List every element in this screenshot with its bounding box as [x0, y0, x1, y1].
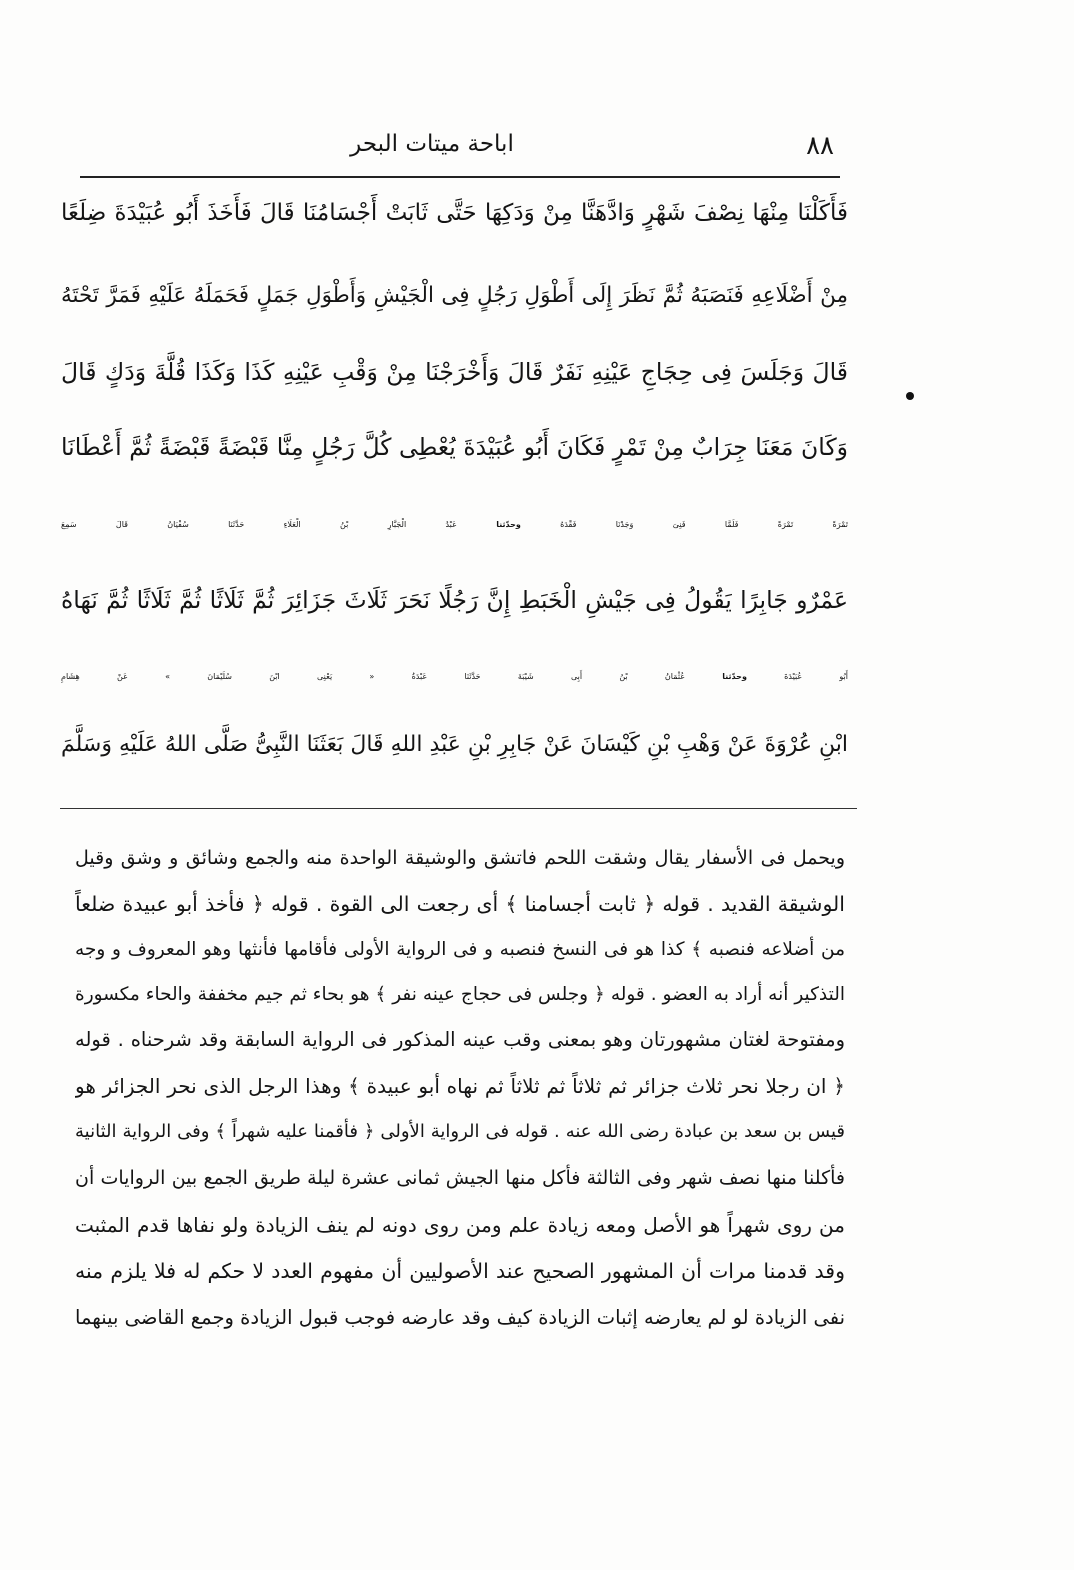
- main-text-line: [61, 337, 848, 407]
- main-text-segment: تَمْرَةً تَمْرَةً فَلَمَّا فَنِىَ وَجَدْنَا فَقْدَهُ: [520, 520, 848, 529]
- footnote-separator: [60, 808, 857, 809]
- main-text-line-content: [61, 200, 848, 226]
- commentary-line: [75, 1249, 845, 1293]
- main-text-segment: عَمْرٌو جَابِرًا يَقُولُ فِى جَيْشِ الْخَبَطِ إِنَّ رَجُلًا نَحَرَ ثَلَاثَ جَزَائِرَ ثُمَّ ثَلَاثًا ثُمَّ ثَلَاثًا ثُمَّ نَهَاهُ: [61, 586, 848, 614]
- main-text-segment: عَبْدُ الْجَبَّارِ بْنُ الْعَلَاءِ حَدَّثَنَا سُفْيَانُ قَالَ سَمِعَ: [61, 520, 497, 529]
- main-text-line-content: [61, 433, 848, 461]
- commentary-line: [75, 882, 845, 926]
- commentary-line: [75, 836, 845, 880]
- commentary-line: [75, 928, 845, 972]
- commentary-line: [75, 973, 845, 1017]
- main-text-line: [61, 565, 848, 635]
- running-title: اباحة ميتات البحر: [350, 131, 514, 157]
- main-text-line: [61, 178, 848, 248]
- main-text-line-content: [61, 358, 848, 386]
- commentary-line: [75, 1110, 845, 1154]
- main-text-segment: ابْنِ عُرْوَةَ عَنْ وَهْبِ بْنِ كَيْسَانَ عَنْ جَابِرِ بْنِ عَبْدِ اللهِ قَالَ بَعَثَنَا النَّبِىُّ صَلَّى اللهُ عَلَيْهِ وَسَلَّمَ: [61, 732, 848, 757]
- main-text-line: [61, 490, 848, 560]
- commentary-line: [75, 1296, 845, 1340]
- commentary-line-text: ومفتوحة لغتان مشهورتان وهو بمعنى وقب عينه المذكور فى الرواية السابقة وقد شرحناه . قوله: [75, 1028, 845, 1051]
- commentary-line-text: فأكلنا منها نصف شهر وفى الثالثة فأكل منها الجيش ثمانى عشرة ليلة طريق الجمع بين الروايات أن: [75, 1167, 845, 1189]
- main-text-line-content: [61, 520, 848, 529]
- isnad-marker: وحدّثنا: [722, 672, 747, 681]
- commentary-line-text: نفى الزيادة لو لم يعارضه إثبات الزيادة كيف وقد عارضه فوجب قبول الزيادة وجمع القاضى بينهما: [75, 1306, 845, 1329]
- main-text-line: [61, 412, 848, 482]
- main-text-segment: عُثْمَانُ بْنُ أَبِى شَيْبَةَ حَدَّثَنَا عَبْدَةُ « يَعْنِى ابْنَ سُلَيْمَانَ » عَنْ هِشَامِ: [61, 672, 723, 681]
- isnad-marker: وحدّثنا: [496, 520, 521, 529]
- commentary-line: [75, 1203, 845, 1247]
- commentary-line-text: وقد قدمنا مرات أن المشهور الصحيح عند الأصوليين أن مفهوم العدد لا حكم له فلا يلزم منه: [75, 1259, 845, 1283]
- main-text-segment: فَأَكَلْنَا مِنْهَا نِصْفَ شَهْرٍ وَادَّهَنَّا مِنْ وَدَكِهَا حَتَّى ثَابَتْ أَجْسَامُنَا قَالَ فَأَخَذَ أَبُو عُبَيْدَةَ ضِلَعًا: [61, 200, 848, 226]
- main-text-line: [61, 710, 848, 780]
- main-text-line-content: [61, 732, 848, 757]
- main-text-line-content: [61, 586, 848, 614]
- commentary-line: [75, 1018, 845, 1062]
- commentary-line-text: ﴿ ان رجلا نحر ثلاث جزائر ثم ثلاثاً ثم ثلاثاً ثم نهاه أبو عبيدة ﴾ وهذا الرجل الذى نحر الجزائر هو: [75, 1074, 845, 1098]
- main-text-line-content: [61, 283, 848, 308]
- page-number: ٨٨: [806, 131, 834, 161]
- main-text-line: [61, 261, 848, 331]
- commentary-line: [75, 1156, 845, 1200]
- main-text-segment: وَكَانَ مَعَنَا جِرَابٌ مِنْ تَمْرٍ فَكَانَ أَبُو عُبَيْدَةَ يُعْطِى كُلَّ رَجُلٍ مِنَّا قَبْضَةً قَبْضَةً ثُمَّ أَعْطَانَا: [61, 433, 848, 461]
- scan-mark: [906, 392, 914, 400]
- commentary-line-text: التذكير أنه أراد به العضو . قوله ﴿ وجلس فى حجاج عينه نفر ﴾ هو بحاء ثم جيم مخففة والحاء مكسورة: [75, 984, 845, 1005]
- commentary-line-text: ويحمل فى الأسفار يقال وشقت اللحم فاتشق والوشيقة الواحدة منه والجمع وشائق و وشق وقيل: [75, 847, 845, 869]
- commentary-line-text: من روى شهراً هو الأصل ومعه زيادة علم ومن روى دونه لم ينف الزيادة ولو نفاها قدم المثبت: [75, 1213, 845, 1237]
- commentary-line-text: من أضلاعه فنصبه ﴾ كذا هو فى النسخ فنصبه و فى الرواية الأولى فأقامها فأنثها وهو المعروف و وجه: [75, 939, 845, 960]
- main-text-segment: قَالَ وَجَلَسَ فِى حِجَاجِ عَيْنِهِ نَفَرٌ قَالَ وَأَخْرَجْنَا مِنْ وَقْبِ عَيْنِهِ كَذَا وَكَذَا قُلَّةَ وَدَكٍ قَالَ: [61, 358, 848, 386]
- main-text-line-content: [61, 672, 848, 681]
- commentary-line-text: الوشيقة القديد . قوله ﴿ ثابت أجسامنا ﴾ أى رجعت الى القوة . قوله ﴿ فأخذ أبو عبيدة ضلعاً: [75, 892, 845, 916]
- main-text-segment: مِنْ أَضْلَاعِهِ فَنَصَبَهُ ثُمَّ نَظَرَ إِلَى أَطْوَلِ رَجُلٍ فِى الْجَيْشِ وَأَطْوَلِ جَمَلٍ فَحَمَلَهُ عَلَيْهِ فَمَرَّ تَحْتَهُ: [61, 283, 848, 308]
- commentary-line: [75, 1064, 845, 1108]
- commentary-line-text: قيس بن سعد بن عبادة رضى الله عنه . قوله فى الرواية الأولى ﴿ فأقمنا عليه شهراً ﴾ وفى الرواية الثانية: [75, 1121, 845, 1142]
- main-text-segment: أَبُو عُبَيْدَةَ: [746, 672, 848, 681]
- main-text-line: [61, 642, 848, 712]
